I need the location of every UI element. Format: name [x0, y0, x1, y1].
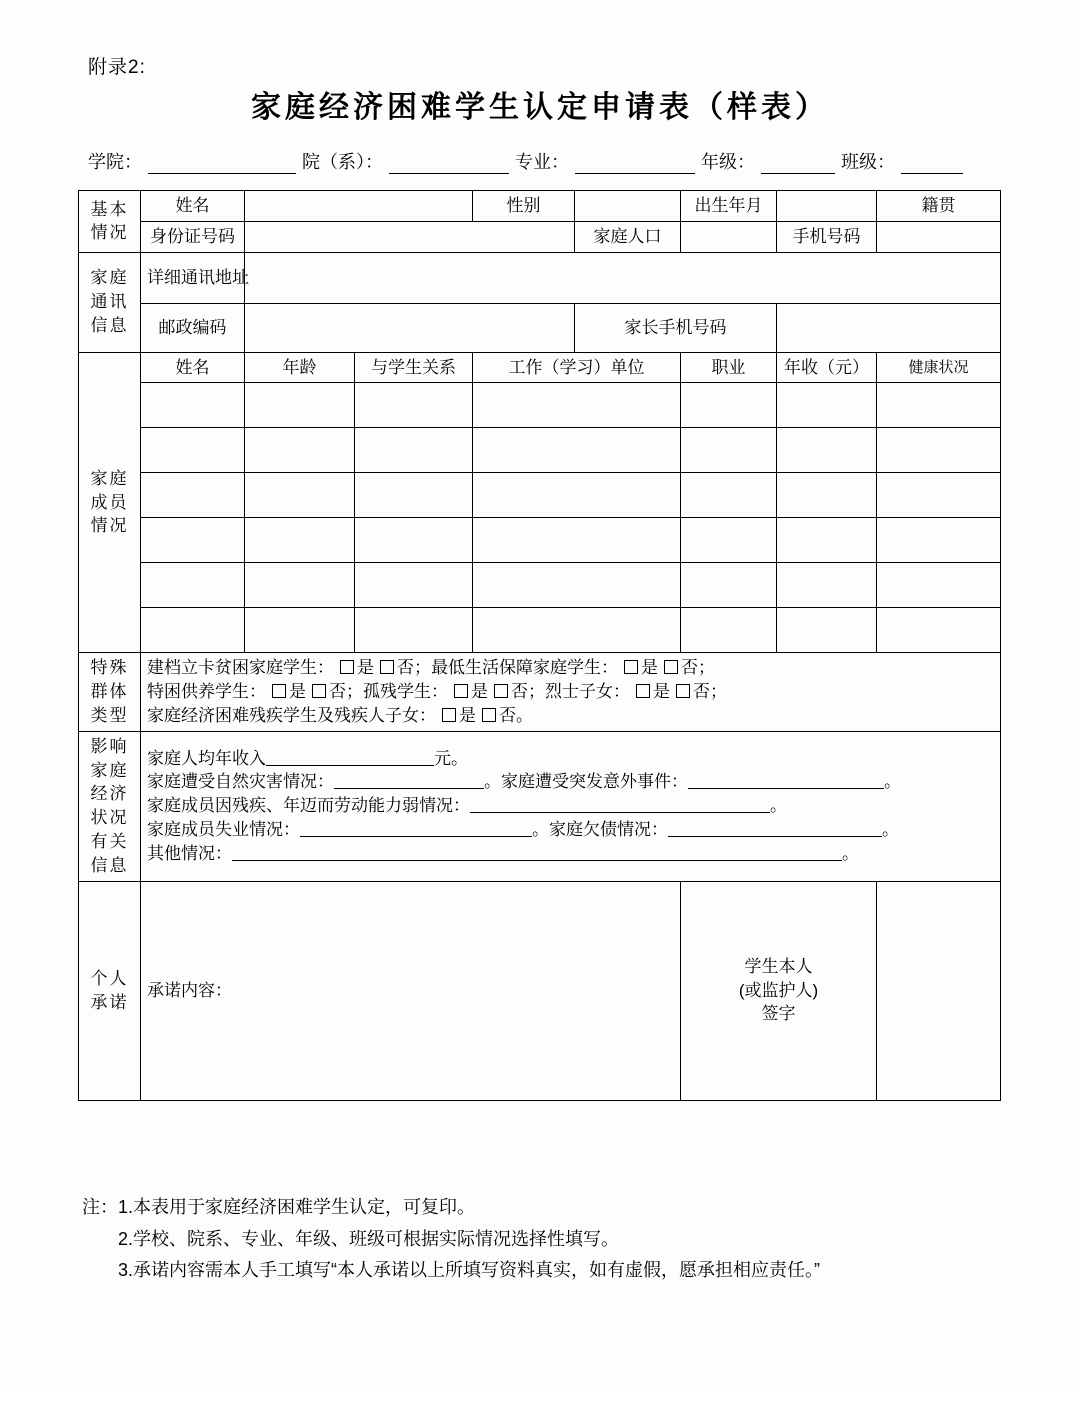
- member-cell-occupation[interactable]: [681, 383, 777, 428]
- table-row: [79, 303, 1001, 352]
- member-cell-income[interactable]: [777, 518, 877, 563]
- input-accident[interactable]: [688, 773, 884, 789]
- member-cell-age[interactable]: [245, 608, 355, 653]
- input-unemployment[interactable]: [300, 821, 532, 837]
- checkbox-poverty-no[interactable]: [380, 660, 394, 674]
- influence-line-disability: 家庭成员因残疾、年迈而劳动能力弱情况： 。: [147, 796, 787, 816]
- special-line-1: 建档立卡贫困家庭学生： 是 否；最低生活保障家庭学生： 是 否；: [147, 658, 715, 678]
- table-row: [79, 608, 1001, 653]
- member-cell-occupation[interactable]: [681, 473, 777, 518]
- input-gender[interactable]: [575, 191, 681, 222]
- table-row: [79, 221, 1001, 252]
- influence-line-unemployment: 家庭成员失业情况： 。家庭欠债情况： 。: [147, 820, 899, 840]
- page-bottom-edge: [0, 1392, 1080, 1402]
- note-row-2: [82, 1224, 1022, 1256]
- member-cell-relation[interactable]: [355, 608, 473, 653]
- input-debt[interactable]: [668, 821, 882, 837]
- note-row-1: [82, 1192, 1022, 1224]
- field-grade: [701, 148, 841, 174]
- note-item-1: 1.本表用于家庭经济困难学生认定，可复印。: [118, 1197, 476, 1217]
- label-birth: 出生年月: [681, 191, 777, 222]
- special-line-2: 特困供养学生： 是 否；孤残学生： 是 否；烈士子女： 是 否；: [147, 682, 727, 702]
- table-row: [79, 352, 1001, 383]
- field-major-input[interactable]: [575, 158, 695, 174]
- input-disability[interactable]: [470, 797, 770, 813]
- page-title: 家庭经济困难学生认定申请表（样表）: [251, 91, 829, 124]
- checkbox-martyr-yes[interactable]: [636, 684, 650, 698]
- member-cell-health[interactable]: [877, 608, 1001, 653]
- table-row: [79, 383, 1001, 428]
- field-college-label: 学院：: [88, 152, 142, 172]
- member-cell-workplace[interactable]: [473, 428, 681, 473]
- notes-prefix: 注：: [82, 1197, 118, 1217]
- member-cell-relation[interactable]: [355, 518, 473, 563]
- label-id-number: 身份证号码: [141, 221, 245, 252]
- note-item-2: 2.学校、院系、专业、年级、班级可根据实际情况选择性填写。: [118, 1228, 620, 1249]
- checkbox-orphan-no[interactable]: [494, 684, 508, 698]
- special-group-content: [141, 653, 1001, 731]
- input-birth[interactable]: [777, 191, 877, 222]
- member-cell-health[interactable]: [877, 428, 1001, 473]
- label-mobile: 手机号码: [777, 221, 877, 252]
- member-cell-name[interactable]: [141, 428, 245, 473]
- notes-section: [82, 1192, 1022, 1287]
- table-row: [79, 731, 1001, 881]
- section-label-members: 家庭 成员 情况: [79, 352, 141, 653]
- member-cell-age[interactable]: [245, 518, 355, 563]
- field-class: [841, 148, 969, 174]
- field-class-input[interactable]: [901, 158, 963, 174]
- member-cell-health[interactable]: [877, 518, 1001, 563]
- input-mobile[interactable]: [877, 221, 1001, 252]
- input-postcode[interactable]: [245, 303, 575, 352]
- input-disaster[interactable]: [334, 773, 484, 789]
- note-row-3: [82, 1255, 1022, 1287]
- column-header-relation: 与学生关系: [355, 352, 473, 383]
- member-cell-name[interactable]: [141, 563, 245, 608]
- table-row: [79, 428, 1001, 473]
- field-major: [515, 148, 701, 174]
- checkbox-martyr-no[interactable]: [676, 684, 690, 698]
- column-header-health: 健康状况: [877, 352, 1001, 383]
- member-cell-occupation[interactable]: [681, 428, 777, 473]
- column-header-age: 年龄: [245, 352, 355, 383]
- input-avg-income[interactable]: [266, 750, 434, 766]
- input-id-number[interactable]: [245, 221, 575, 252]
- table-row: [79, 473, 1001, 518]
- appendix-label: 附录2:: [88, 57, 146, 78]
- member-cell-age[interactable]: [245, 428, 355, 473]
- member-cell-name[interactable]: [141, 383, 245, 428]
- input-family-size[interactable]: [681, 221, 777, 252]
- column-header-occupation: 职业: [681, 352, 777, 383]
- input-address[interactable]: [245, 252, 1001, 303]
- influence-line-other: 其他情况： 。: [147, 843, 859, 863]
- member-cell-name[interactable]: [141, 473, 245, 518]
- checkbox-support-no[interactable]: [312, 684, 326, 698]
- member-cell-health[interactable]: [877, 563, 1001, 608]
- column-header-name: 姓名: [141, 352, 245, 383]
- field-department-label: 院（系）：: [302, 152, 383, 172]
- member-cell-relation[interactable]: [355, 473, 473, 518]
- label-parent-mobile: 家长手机号码: [575, 303, 777, 352]
- member-cell-name[interactable]: [141, 608, 245, 653]
- header-fields: [88, 148, 1008, 174]
- table-row: [79, 518, 1001, 563]
- member-cell-workplace[interactable]: [473, 383, 681, 428]
- field-grade-input[interactable]: [761, 158, 835, 174]
- member-cell-age[interactable]: [245, 473, 355, 518]
- checkbox-orphan-yes[interactable]: [454, 684, 468, 698]
- influence-line-income: 家庭人均年收入 元。: [147, 748, 468, 768]
- member-cell-workplace[interactable]: [473, 473, 681, 518]
- member-cell-relation[interactable]: [355, 563, 473, 608]
- member-cell-income[interactable]: [777, 473, 877, 518]
- signature-label: 学生本人 (或监护人) 签字: [681, 881, 877, 1100]
- promise-content-label: 承诺内容：: [147, 980, 232, 1000]
- field-department: [302, 148, 515, 174]
- member-cell-occupation[interactable]: [681, 563, 777, 608]
- member-cell-relation[interactable]: [355, 428, 473, 473]
- label-gender: 性别: [473, 191, 575, 222]
- promise-content-area[interactable]: [141, 881, 681, 1100]
- member-cell-income[interactable]: [777, 383, 877, 428]
- section-label-promise: 个人 承诺: [79, 881, 141, 1100]
- section-label-contact: 家庭 通讯 信息: [79, 252, 141, 352]
- field-major-label: 专业：: [515, 152, 569, 172]
- checkbox-poverty-yes[interactable]: [340, 660, 354, 674]
- member-cell-age[interactable]: [245, 383, 355, 428]
- influence-content: [141, 731, 1001, 881]
- member-cell-workplace[interactable]: [473, 563, 681, 608]
- signature-input[interactable]: [877, 881, 1001, 1100]
- label-name: 姓名: [141, 191, 245, 222]
- member-cell-health[interactable]: [877, 473, 1001, 518]
- member-cell-health[interactable]: [877, 383, 1001, 428]
- table-row: [79, 563, 1001, 608]
- influence-line-disaster: 家庭遭受自然灾害情况： 。家庭遭受突发意外事件： 。: [147, 772, 901, 792]
- member-cell-income[interactable]: [777, 608, 877, 653]
- member-cell-occupation[interactable]: [681, 608, 777, 653]
- checkbox-disabled-no[interactable]: [482, 708, 496, 722]
- member-cell-income[interactable]: [777, 428, 877, 473]
- label-family-size: 家庭人口: [575, 221, 681, 252]
- input-parent-mobile[interactable]: [777, 303, 1001, 352]
- table-row: [79, 191, 1001, 222]
- checkbox-support-yes[interactable]: [272, 684, 286, 698]
- field-college: [88, 148, 302, 174]
- label-hometown: 籍贯: [877, 191, 1001, 222]
- column-header-income: 年收（元）: [777, 352, 877, 383]
- field-college-input[interactable]: [148, 158, 296, 174]
- section-label-special: 特殊 群体 类型: [79, 653, 141, 731]
- section-label-influence: 影响 家庭 经济 状况 有关 信息: [79, 731, 141, 881]
- note-item-3: 3.承诺内容需本人手工填写“本人承诺以上所填写资料真实，如有虚假，愿承担相应责任。”: [118, 1260, 820, 1280]
- table-row: [79, 881, 1001, 1100]
- table-row: [79, 252, 1001, 303]
- table-row: [79, 653, 1001, 731]
- checkbox-dibao-yes[interactable]: [624, 660, 638, 674]
- input-other[interactable]: [232, 845, 842, 861]
- checkbox-dibao-no[interactable]: [664, 660, 678, 674]
- label-address: 详细通讯地址: [141, 252, 245, 303]
- input-name[interactable]: [245, 191, 473, 222]
- member-cell-workplace[interactable]: [473, 608, 681, 653]
- member-cell-relation[interactable]: [355, 383, 473, 428]
- column-header-workplace: 工作（学习）单位: [473, 352, 681, 383]
- field-department-input[interactable]: [389, 158, 509, 174]
- member-cell-age[interactable]: [245, 563, 355, 608]
- special-line-3: 家庭经济困难残疾学生及残疾人子女： 是 否。: [147, 705, 533, 725]
- member-cell-workplace[interactable]: [473, 518, 681, 563]
- application-form-table: [78, 190, 1001, 1101]
- member-cell-income[interactable]: [777, 563, 877, 608]
- section-label-basic: 基本 情况: [79, 191, 141, 253]
- field-grade-label: 年级：: [701, 152, 755, 172]
- member-cell-occupation[interactable]: [681, 518, 777, 563]
- label-postcode: 邮政编码: [141, 303, 245, 352]
- checkbox-disabled-yes[interactable]: [442, 708, 456, 722]
- member-cell-name[interactable]: [141, 518, 245, 563]
- field-class-label: 班级：: [841, 152, 895, 172]
